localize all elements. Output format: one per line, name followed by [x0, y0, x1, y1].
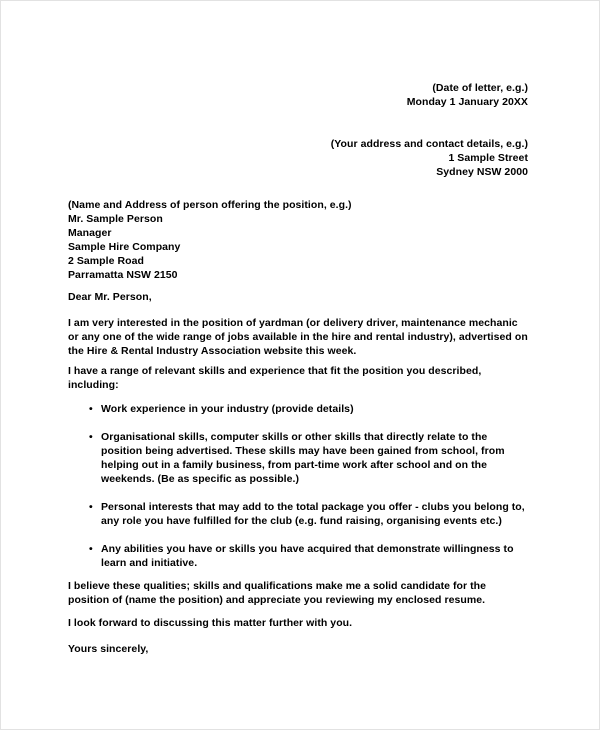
list-item-text: Organisational skills, computer skills or other skills that directly relate to the position being advertised. These skills may have been gained from school, from helping out in a family business, from part-time work after school and on the weekends. (Be as specific as possible.) [101, 431, 505, 485]
recipient-company: Sample Hire Company [68, 241, 181, 253]
date-value: Monday 1 January 20XX [406, 96, 528, 108]
recipient-name: Mr. Sample Person [68, 213, 163, 225]
list-item [68, 402, 530, 416]
salutation: Dear Mr. Person, [68, 291, 152, 303]
skills-list-container [68, 402, 530, 570]
date-hint: (Date of letter, e.g.) [432, 82, 528, 94]
sender-address-block [68, 137, 528, 179]
recipient-title: Manager [68, 227, 112, 239]
list-item [68, 542, 530, 570]
closing-paragraph-1: I believe these qualities; skills and qualifications make me a solid candidate for the position of (name the position) and appreciate you reviewing my enclosed resume. [68, 580, 487, 606]
bullet-icon: • [89, 431, 93, 443]
sender-hint: (Your address and contact details, e.g.) [330, 138, 528, 150]
list-item [68, 430, 530, 486]
closing-paragraph-2: I look forward to discussing this matter further with you. [68, 617, 353, 629]
sender-street: 1 Sample Street [448, 152, 528, 164]
bullet-icon: • [89, 543, 93, 555]
skills-list [68, 402, 530, 570]
recipient-hint: (Name and Address of person offering the position, e.g.) [68, 199, 352, 211]
list-item [68, 500, 530, 528]
sender-city: Sydney NSW 2000 [436, 166, 528, 178]
list-item-text: Work experience in your industry (provide details) [101, 403, 354, 415]
recipient-city: Parramatta NSW 2150 [68, 269, 178, 281]
bullet-icon: • [89, 403, 93, 415]
bullet-icon: • [89, 501, 93, 513]
list-item-text: Any abilities you have or skills you have acquired that demonstrate willingness to learn and initiative. [101, 543, 514, 569]
intro-paragraph: I am very interested in the position of yardman (or delivery driver, maintenance mechanic or any one of the wide range of jobs available in the hire and rental industry), advertised on the Hire & Rental Industry Association website this week. [68, 317, 528, 357]
list-item-text: Personal interests that may add to the total package you offer - clubs you belong to, any role you have fulfilled for the club (e.g. fund raising, organising events etc.) [101, 501, 525, 527]
skills-lead-paragraph: I have a range of relevant skills and experience that fit the position you described, including: [68, 365, 482, 391]
recipient-street: 2 Sample Road [68, 255, 144, 267]
date-block [68, 81, 528, 109]
recipient-address-block [68, 198, 508, 282]
sign-off: Yours sincerely, [68, 643, 149, 655]
